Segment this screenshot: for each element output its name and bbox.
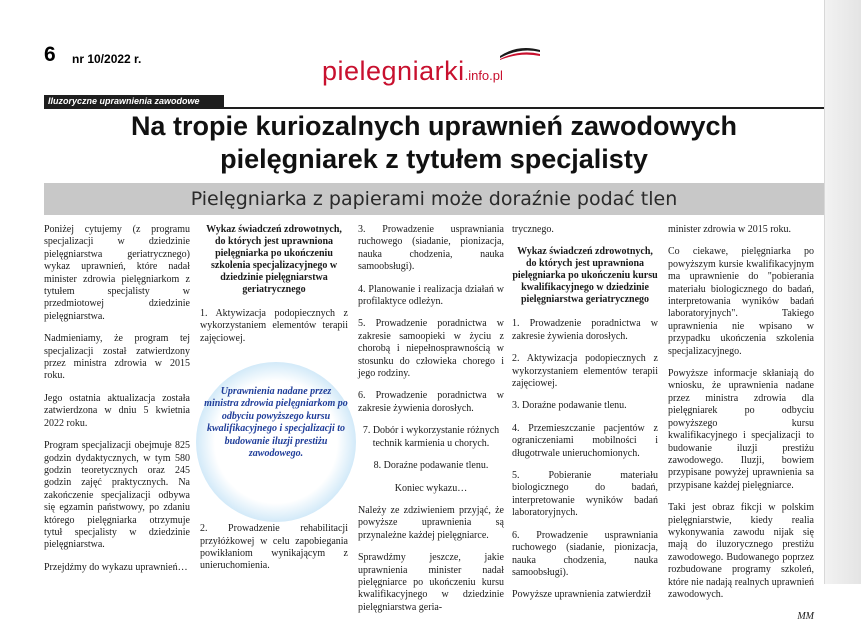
- column-3: [358, 224, 504, 624]
- logo-text: [322, 56, 503, 87]
- list-heading: Wykaz świadczeń zdrowotnych, do których jest uprawniona pielęgniarka po ukończeniu szkolenia specjalizacyjnego w dziedzinie pielęgniarstwa geriatrycznego: [206, 224, 342, 295]
- section-label: Iluzoryczne uprawnienia zawodowe: [48, 96, 200, 106]
- list-item: 4. Przemieszczanie pacjentów z ograniczeniami mobilności i długotrwale unieruchomionych.: [512, 422, 658, 459]
- paragraph: Program specjalizacji obejmuje 825 godzin dydaktycznych, w tym 580 godzin teoretycznych oraz 245 godzin zajęć praktycznych. Na zakończenie specjalizacji odbywa się egzamin państwowy, po zdaniu którego pielęgniarka otrzymuje tytuł specjalisty w dziedzinie pielęgniarstwa.: [44, 440, 190, 551]
- paragraph: Należy ze zdziwieniem przyjąć, że powyższe uprawnienia są przynależne każdej pielęgniarce.: [358, 504, 504, 541]
- logo-main-text: pielegniarki: [322, 56, 465, 86]
- masthead-logo: [322, 42, 542, 92]
- paragraph: Taki jest obraz fikcji w polskim pielęgniarstwie, kiedy realia wykonywania zawodu nijak się mają do iluzorycznego prestiżu zawodowego. Budowanego poprzez rozbudowane programy szkoleń, które nie nadają realnych uprawnień zawodowych.: [668, 502, 814, 600]
- page-number: 6: [44, 43, 56, 66]
- headline-line-1: Na tropie kuriozalnych uprawnień zawodowych: [130, 111, 738, 141]
- list-item: 7. Dobór i wykorzystanie różnych technik karmienia u chorych.: [362, 425, 500, 449]
- list-item: 6. Prowadzenie usprawniania ruchowego (siadanie, pionizacja, nauka chodzenia, nauka samoobsługi).: [512, 529, 658, 578]
- callout-quote: Uprawnienia nadane przez ministra zdrowia pielęgniarkom po odbyciu powyższego kursu kwalifikacyjnego i specjalizacji to budowanie iluzji prestiżu zawodowego.: [204, 386, 348, 460]
- paragraph: Co ciekawe, pielęgniarka po powyższym kursie kwalifikacyjnym ma uprawnienie do "pobierania materiału biologicznego do badań, interpretowania wyników badań laboratoryjnych". Takiego uprawnienia nie wpisano w przypadku ukończenia szkolenia specjalizacyjnego.: [668, 246, 814, 357]
- list-item: 6. Prowadzenie poradnictwa w zakresie żywienia dorosłych.: [358, 390, 504, 414]
- page-edge-shadow: [824, 0, 861, 584]
- headline-line-2: pielęgniarek z tytułem specjalisty: [220, 144, 648, 174]
- paragraph: Przejdźmy do wykazu uprawnień…: [44, 561, 188, 573]
- article-headline: [44, 110, 824, 176]
- list-item: 2. Prowadzenie rehabilitacji przyłóżkowej w celu zapobiegania powikłaniom wynikającym z unieruchomienia.: [200, 523, 348, 572]
- article-subheadline: Pielęgniarka z papierami może doraźnie podać tlen: [190, 188, 678, 210]
- paragraph: Koniec wykazu…: [394, 482, 468, 494]
- paragraph: Sprawdźmy jeszcze, jakie uprawnienia minister nadał pielęgniarce po ukończeniu kursu kwalifikacyjnego w dziedzinie pielęgniarstwa geria-: [358, 552, 504, 613]
- issue-number: nr 10/2022 r.: [72, 52, 142, 66]
- paragraph: Nadmieniamy, że program tej specjalizacji został zatwierdzony przez ministra zdrowia w 2015 roku.: [44, 333, 190, 382]
- column-1: [44, 224, 190, 584]
- paragraph: Powyższe uprawnienia zatwierdził: [512, 589, 651, 601]
- list-item: 1. Aktywizacja podopiecznych z wykorzystaniem elementów terapii zajęciowej.: [200, 308, 348, 344]
- flag-swoosh-icon: [498, 44, 542, 60]
- paragraph: Jego ostatnia aktualizacja została zatwierdzona w dniu 5 kwietnia 2022 roku.: [44, 392, 190, 429]
- list-item: 5. Pobieranie materiału biologicznego do badań, interpretowanie wyników badań laboratoryjnych.: [512, 470, 658, 519]
- header-rule: [44, 107, 824, 109]
- list-item: 8. Doraźne podawanie tlenu.: [373, 460, 489, 472]
- paragraph: trycznego.: [512, 224, 554, 235]
- column-4: [512, 224, 658, 612]
- list-item: 1. Prowadzenie poradnictwa w zakresie żywienia dorosłych.: [512, 318, 658, 342]
- logo-suffix-text: .info.pl: [464, 68, 503, 83]
- paragraph: Poniżej cytujemy (z programu specjalizacji w dziedzinie pielęgniarstwa geriatrycznego) wykaz uprawnień, które nadał minister zdrowia pielęgniarkom z tytułem specjalisty w przedmiotowej dziedzinie pielęgniarstwa.: [44, 224, 190, 322]
- paragraph: minister zdrowia w 2015 roku.: [668, 224, 792, 235]
- list-item: 2. Aktywizacja podopiecznych z wykorzystaniem elementów terapii zajęciowej.: [512, 353, 658, 390]
- list-item: 4. Planowanie i realizacja działań w profilaktyce odleżyn.: [358, 283, 504, 308]
- list-item: 3. Prowadzenie usprawniania ruchowego (siadanie, pionizacja, nauka chodzenia, nauka samoobsługi).: [358, 224, 504, 273]
- column-5: [668, 224, 814, 634]
- paragraph: Powyższe informacje skłaniają do wniosku, że uprawnienia nadane przez ministra zdrowia dla pielęgniarek po odbyciu powyższego kursu kwalifikacyjnego i specjalizacji to budowanie iluzji prestiżu zawodowego. Iluzji, bowiem przypisane powyżej uprawnienia sa przypisane każdej pielęgniarce.: [668, 368, 814, 491]
- list-heading: Wykaz świadczeń zdrowotnych, do których jest uprawniona pielęgniarka po ukończeniu kursu kwalifikacyjnego w dziedzinie pielęgniarstwa geriatrycznego: [512, 246, 658, 306]
- list-item: 5. Prowadzenie poradnictwa w zakresie samoopieki w życiu z chorobą i niepełnosprawnością w stosunku do człowieka chorego i jego rodziny.: [358, 318, 504, 380]
- list-item: 3. Doraźne podawanie tlenu.: [512, 400, 627, 412]
- author-signature: MM: [797, 611, 814, 623]
